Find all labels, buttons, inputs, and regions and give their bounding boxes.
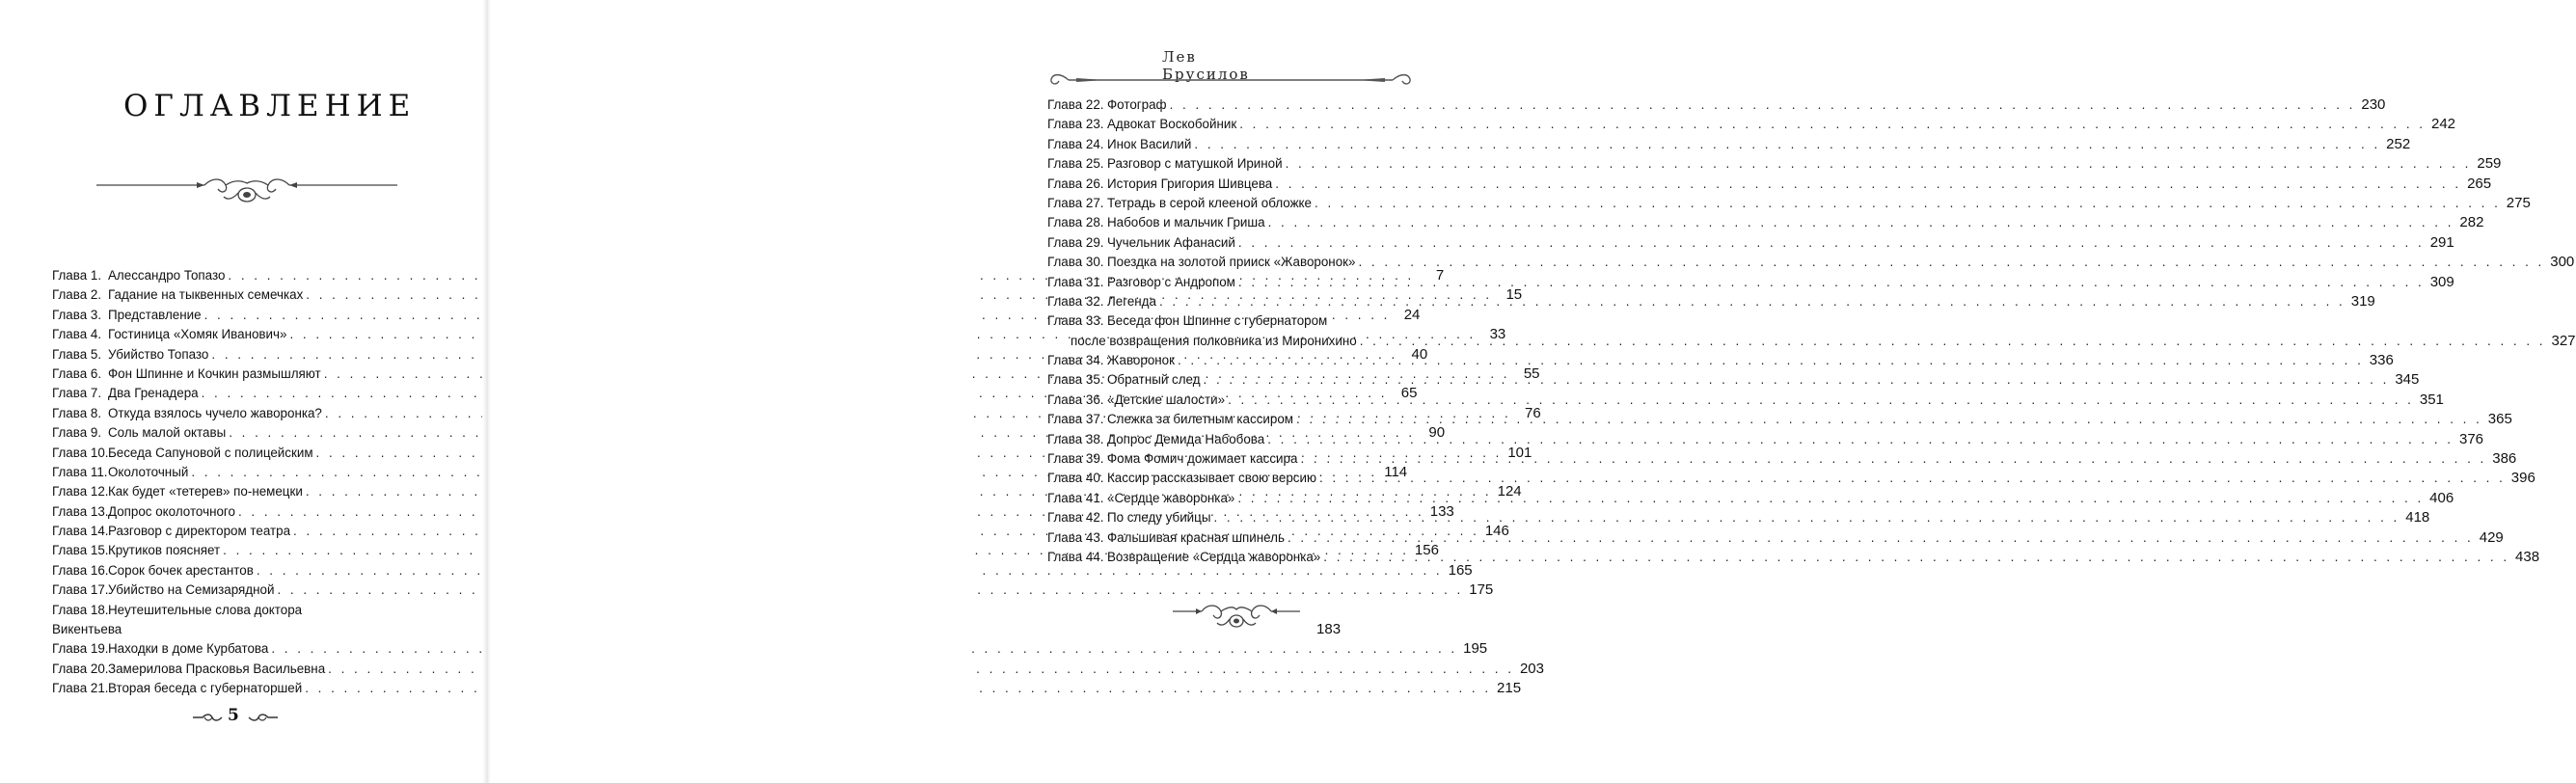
- page-ref: 365: [2487, 411, 2512, 428]
- flourish-icon: [193, 712, 222, 723]
- chapter-label: Глава 8.: [52, 405, 102, 420]
- page-ref: 156: [1414, 542, 1439, 559]
- page-ref: 195: [1463, 640, 1488, 658]
- chapter-title: Убийство на Семизарядной: [108, 582, 275, 598]
- page-ref: 252: [2386, 135, 2411, 152]
- chapter-label: Глава 9.: [52, 425, 102, 441]
- toc-entry: [1047, 469, 2535, 488]
- chapter-label: Глава 11.: [52, 464, 108, 479]
- chapter-label: Глава 39.: [1047, 451, 1104, 467]
- chapter-label: Глава 2.: [52, 287, 102, 303]
- chapter-label: Глава 30.: [1047, 255, 1104, 270]
- page-ref: 124: [1497, 483, 1522, 500]
- chapter-title-continued: Викентьева: [52, 622, 122, 637]
- chapter-label: Глава 35.: [1047, 372, 1104, 388]
- page-title: ОГЛАВЛЕНИЕ: [123, 89, 417, 123]
- dot-leader: [1238, 273, 2425, 292]
- page-ref: 376: [2458, 430, 2484, 447]
- chapter-title: Вторая беседа с губернаторшей: [108, 681, 303, 696]
- chapter-title: Допрос Демида Набобова: [1107, 431, 1265, 446]
- page-ref: 336: [2369, 352, 2394, 369]
- chapter-title: Замерилова Прасковья Васильевна: [108, 661, 326, 676]
- page-ref: 33: [1489, 326, 1506, 343]
- chapter-title: Беседа фон Шпинне с губернатором: [1107, 313, 1328, 329]
- chapter-title: Инок Василий: [1107, 136, 1192, 151]
- chapter-title: Фома Фомич дожимает кассира: [1107, 451, 1298, 467]
- dot-leader: [1315, 194, 2501, 213]
- toc-entry: [52, 679, 1522, 698]
- chapter-label: Глава 34.: [1047, 353, 1104, 368]
- chapter-label: Глава 31.: [1047, 274, 1104, 289]
- page-ref: 90: [1428, 424, 1446, 442]
- page-ref: 101: [1507, 444, 1532, 461]
- chapter-title: Фон Шпинне и Кочкин размышляют: [108, 365, 321, 381]
- page-ref: 309: [2429, 273, 2454, 290]
- page-ref: 40: [1411, 345, 1428, 363]
- page-ref: 351: [2419, 391, 2444, 408]
- page-ref: 24: [1403, 306, 1421, 323]
- dot-leader: [1268, 213, 2454, 232]
- chapter-label: Глава 10.: [52, 445, 109, 460]
- chapter-title: «Детские шалости»: [1107, 392, 1226, 407]
- chapter-title: Допрос околоточного: [108, 503, 235, 519]
- page-ref: 319: [2350, 292, 2375, 310]
- chapter-title: Фотограф: [1107, 97, 1167, 112]
- chapter-label: Глава 23.: [1047, 117, 1104, 132]
- page-ref: 259: [2477, 155, 2502, 173]
- chapter-title: Беседа Сапуновой с полицейским: [108, 445, 313, 460]
- chapter-title: Находки в доме Курбатова: [108, 641, 269, 657]
- dot-leader: [1288, 528, 2474, 548]
- chapter-label: Глава 21.: [52, 681, 109, 696]
- scroll-ornament-icon: [1173, 598, 1300, 633]
- page-ref: 242: [2430, 116, 2456, 133]
- page-ref: 215: [1497, 680, 1522, 697]
- page-ref: 175: [1469, 581, 1494, 599]
- page-ref: 291: [2429, 233, 2454, 251]
- dot-leader: [1228, 391, 2414, 410]
- toc-entry: [1047, 175, 2492, 194]
- chapter-title: История Григория Шивцева: [1107, 176, 1273, 191]
- toc-entry: [1047, 115, 2456, 134]
- chapter-label: Глава 28.: [1047, 215, 1104, 230]
- toc-entry: [1047, 194, 2531, 213]
- chapter-label: Глава 42.: [1047, 510, 1104, 526]
- toc-entry: [52, 639, 1488, 659]
- chapter-label: Глава 12.: [52, 484, 109, 500]
- chapter-label: Глава 20.: [52, 661, 109, 676]
- toc-entry: [52, 660, 1544, 679]
- chapter-title: Два Гренадера: [108, 386, 199, 401]
- toc-entry: [1047, 154, 2502, 174]
- toc-entry: [1047, 95, 2386, 115]
- page-ref: 300: [2550, 254, 2575, 271]
- page-ref: 146: [1484, 523, 1509, 540]
- chapter-label: Глава 17.: [52, 582, 109, 598]
- chapter-title: Тетрадь в серой клееной обложке: [1107, 195, 1312, 210]
- page-ref: 418: [2405, 509, 2430, 526]
- chapter-label: Глава 26.: [1047, 176, 1104, 191]
- chapter-label: Глава 33.: [1047, 313, 1104, 329]
- page-ref: 406: [2429, 489, 2454, 506]
- dot-leader: [1360, 332, 2546, 351]
- page-ref: 133: [1429, 502, 1454, 520]
- chapter-title: Соль малой октавы: [108, 425, 227, 441]
- chapter-title: Разговор с матушкой Ириной: [1107, 156, 1283, 172]
- chapter-label: Глава 25.: [1047, 156, 1104, 172]
- chapter-label: Глава 37.: [1047, 412, 1104, 427]
- chapter-title: По следу убийцы: [1107, 510, 1211, 526]
- chapter-title: Легенда: [1107, 293, 1156, 309]
- chapter-label: Глава 3.: [52, 307, 102, 322]
- page-ref: 165: [1448, 561, 1473, 579]
- dot-leader: [1275, 175, 2461, 194]
- chapter-label: Глава 27.: [1047, 195, 1104, 210]
- dot-leader: [1213, 508, 2400, 527]
- chapter-title: Сорок бочек арестантов: [108, 562, 254, 578]
- page-ref: 15: [1505, 286, 1523, 304]
- toc-entry: [1047, 391, 2444, 410]
- page-ref: 114: [1384, 463, 1408, 480]
- page-ref: 345: [2395, 371, 2420, 389]
- page-ref: 429: [2479, 528, 2504, 546]
- chapter-label: Глава 29.: [1047, 234, 1104, 250]
- chapter-title: Гадание на тыквенных семечках: [108, 287, 304, 303]
- page-ref: 203: [1519, 660, 1544, 677]
- page-number: 5: [228, 706, 239, 725]
- page-ref: 327: [2551, 332, 2576, 349]
- chapter-title: Кассир рассказывает свою версию: [1107, 471, 1316, 486]
- chapter-title: Обратный след: [1107, 372, 1201, 388]
- dot-leader: [1237, 489, 2424, 508]
- page-ref: 65: [1400, 385, 1418, 402]
- page-ref: 55: [1523, 364, 1540, 382]
- chapter-title: Убийство Топазо: [108, 346, 209, 362]
- chapter-title: Неутешительные слова доктора: [108, 602, 303, 617]
- dot-leader: [1178, 351, 2364, 370]
- chapter-title: Чучельник Афанасий: [1107, 234, 1235, 250]
- dot-leader: [1323, 548, 2509, 567]
- chapter-label: Глава 36.: [1047, 392, 1104, 407]
- page-ref: 396: [2510, 470, 2535, 487]
- chapter-title: Жаворонок: [1107, 353, 1175, 368]
- dot-leader: [1238, 233, 2425, 253]
- chapter-label: Глава 6.: [52, 365, 102, 381]
- rule-ornament-icon: [1047, 69, 1414, 91]
- chapter-title: Как будет «тетерев» по-немецки: [108, 484, 303, 500]
- dot-leader: [1204, 370, 2390, 390]
- chapter-label: Глава 13.: [52, 503, 109, 519]
- scroll-ornament-icon: [96, 170, 397, 208]
- chapter-title: Разговор с Андропом: [1107, 274, 1235, 289]
- page-ref: 282: [2459, 214, 2484, 231]
- page-ref: 183: [1316, 621, 1342, 638]
- chapter-title: Поездка на золотой прииск «Жаворонок»: [1107, 255, 1356, 270]
- flourish-icon: [249, 712, 278, 723]
- chapter-label: Глава 7.: [52, 386, 102, 401]
- chapter-title: Набобов и мальчик Гриша: [1107, 215, 1265, 230]
- dot-leader: [1170, 95, 2356, 115]
- dot-leader: [1296, 410, 2482, 429]
- chapter-label: Глава 44.: [1047, 549, 1104, 564]
- chapter-label: Глава 40.: [1047, 471, 1104, 486]
- chapter-label: Глава 19.: [52, 641, 109, 657]
- dot-leader: [1319, 469, 2506, 488]
- chapter-title-continued: после возвращения полковника из Миронихино: [1071, 333, 1357, 348]
- toc-entry: [1047, 253, 2575, 272]
- chapter-title: Околоточный: [108, 464, 189, 479]
- toc-entry: [1047, 213, 2484, 232]
- chapter-label: Глава 24.: [1047, 136, 1104, 151]
- chapter-title: Адвокат Воскобойник: [1107, 117, 1237, 132]
- toc-entry: [52, 561, 1473, 580]
- chapter-title: Откуда взялось чучело жаворонка?: [108, 405, 322, 420]
- dot-leader: [1286, 154, 2472, 174]
- toc-entry: [1047, 273, 2454, 292]
- chapter-label: Глава 15.: [52, 543, 109, 558]
- chapter-title: Алессандро Топазо: [108, 268, 226, 283]
- chapter-title: Слежка за билетным кассиром: [1107, 412, 1293, 427]
- page-ref: 7: [1435, 267, 1445, 284]
- chapter-title: Представление: [108, 307, 202, 322]
- chapter-label: Глава 43.: [1047, 529, 1104, 545]
- page-ref: 386: [2492, 450, 2517, 468]
- chapter-label: Глава 5.: [52, 346, 102, 362]
- page-ref: 438: [2515, 548, 2540, 565]
- dot-leader: [1239, 115, 2426, 134]
- chapter-label: Глава 18.: [52, 602, 109, 617]
- chapter-label: Глава 4.: [52, 327, 102, 342]
- chapter-label: Глава 16.: [52, 562, 109, 578]
- chapter-label: Глава 41.: [1047, 490, 1104, 505]
- toc-entry: [52, 580, 1494, 600]
- page-ref: 265: [2467, 175, 2492, 192]
- toc-entry: [1047, 233, 2454, 253]
- page-ref: 76: [1525, 404, 1541, 421]
- chapter-label: Глава 32.: [1047, 293, 1104, 309]
- toc-entry: [52, 601, 1342, 640]
- chapter-title: Возвращение «Сердца жаворонка»: [1107, 549, 1321, 564]
- dot-leader: [1194, 135, 2380, 154]
- chapter-label: Глава 22.: [1047, 97, 1104, 112]
- dot-leader: [1159, 292, 2346, 311]
- chapter-title: «Сердце жаворонка»: [1107, 490, 1235, 505]
- chapter-label: Глава 14.: [52, 524, 109, 539]
- page-ref: 230: [2361, 96, 2386, 113]
- dot-leader: [1267, 430, 2454, 449]
- running-head: Лев Брусилов: [1162, 48, 1250, 83]
- page-ref: 275: [2506, 194, 2531, 211]
- chapter-label: Глава 1.: [52, 268, 102, 283]
- chapter-title: Крутиков поясняет: [108, 543, 221, 558]
- chapter-title: Гостиница «Хомяк Иванович»: [108, 327, 287, 342]
- chapter-title: Фальшивая красная шпинель: [1107, 529, 1285, 545]
- dot-leader: [1300, 449, 2486, 469]
- toc-entry: [1047, 135, 2411, 154]
- dot-leader: [1358, 253, 2544, 272]
- chapter-title: Разговор с директором театра: [108, 524, 291, 539]
- chapter-label: Глава 38.: [1047, 431, 1104, 446]
